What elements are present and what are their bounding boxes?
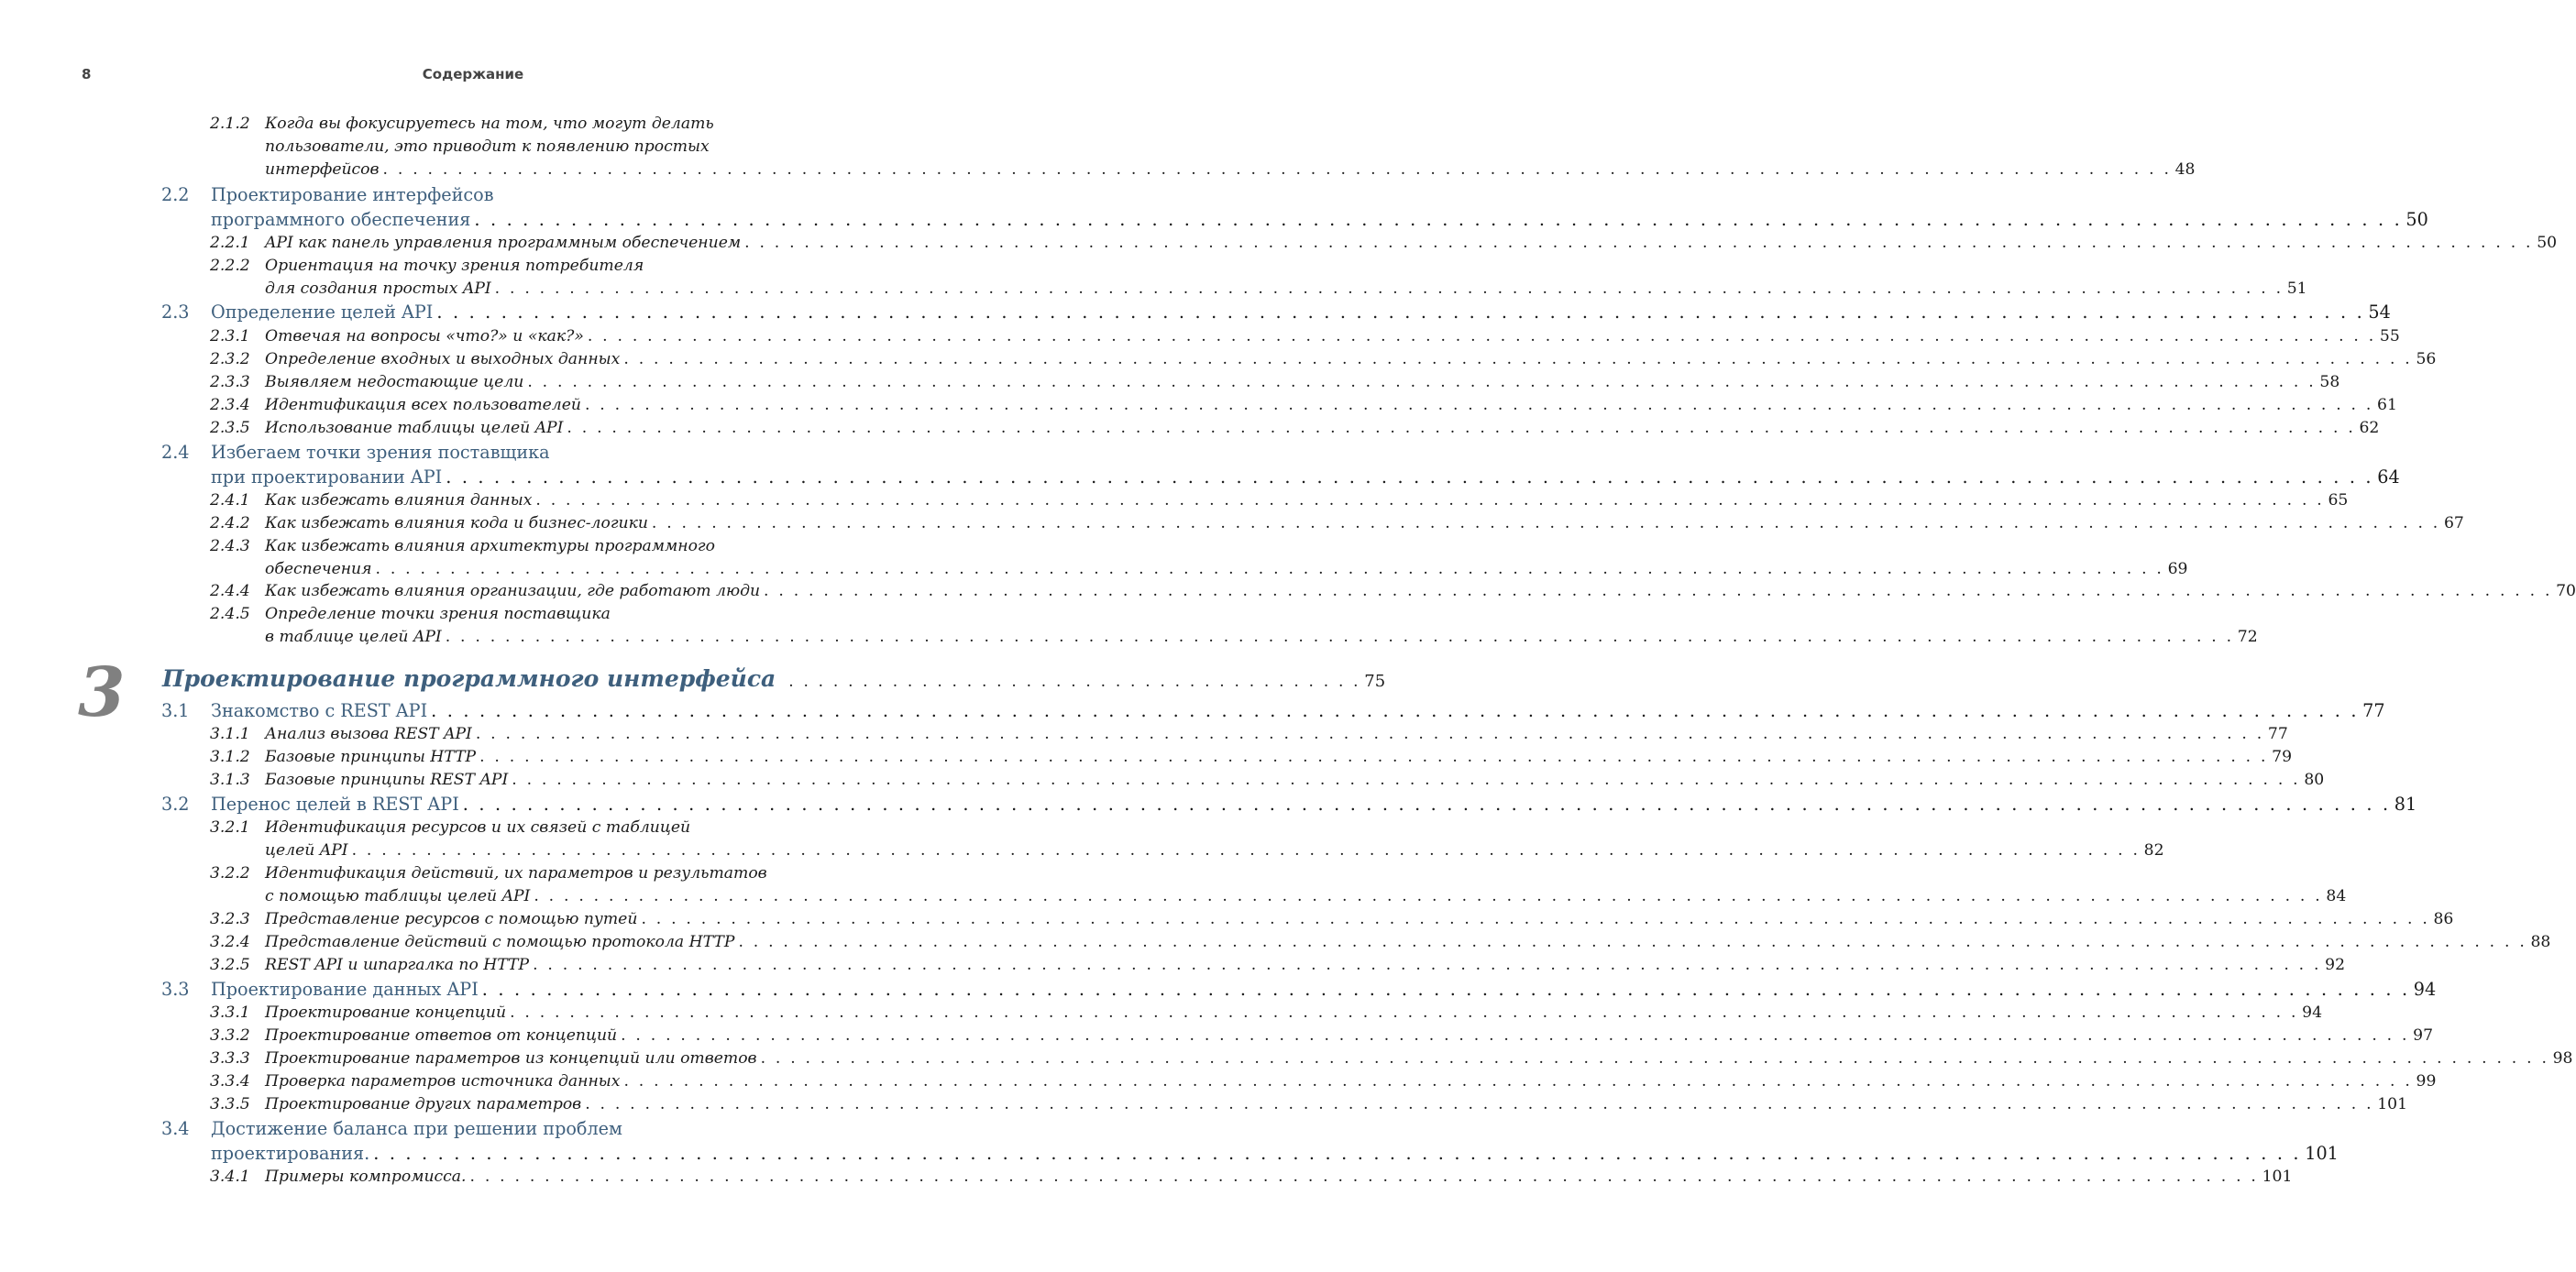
entry-leader-line	[265, 771, 2325, 789]
entry-title-line: Избегаем точки зрения поставщика	[211, 442, 550, 463]
entry-title-line: Идентификация ресурсов и их связей с таблицей	[265, 818, 691, 837]
entry-page: 54	[2368, 302, 2391, 323]
entry-page: 80	[2304, 771, 2325, 789]
entry-leader-line	[211, 700, 2385, 721]
toc-subsection[interactable]	[0, 748, 2293, 771]
dot-leader: . . . . . . . . . . . . . . . . . . . . . . . . . . . . . . . . . . . . . . . . . . . . . . . . . . . . . . . . . . . . . . . . . . . . . . . . . . . . . . . . . . . . . . . . . . . . . . . . . . . . . . . . . . . . . . . . . . . . . . . .	[584, 396, 2374, 414]
entry-title: Выявляем недостающие цели	[265, 373, 524, 391]
entry-number: 3.2.3	[210, 910, 250, 928]
entry-page: 65	[2328, 491, 2349, 510]
entry-page: 67	[2443, 514, 2464, 532]
entry-number: 3.3.4	[210, 1072, 250, 1091]
entry-title: Как избежать влияния организации, где работают люди	[265, 582, 761, 600]
entry-leader-line	[211, 209, 2428, 230]
entry-title: Представление ресурсов с помощью путей	[265, 910, 638, 928]
entry-title: проектирования.	[211, 1143, 370, 1164]
toc-subsection[interactable]	[0, 864, 2347, 910]
dot-leader: . . . . . . . . . . . . . . . . . . . . . . . . . . . . . . . . . . . . . . . . . . . . . . . . . . . . . . . . . . . . . . . . . . . . . . . . . . . . . . . . . . . . . . . . . . . . . . . . . . . . . . . . . . . . . . . . . . . . . . . .	[475, 725, 2264, 743]
toc-subsection[interactable]	[0, 1003, 2323, 1026]
entry-page: 92	[2325, 956, 2346, 974]
entry-page: 101	[2262, 1168, 2293, 1186]
dot-leader: . . . . . . . . . . . . . . . . . . . . . . . . . . . . . . . . . . . . . . . . . . . . . . . . . . . . . . . . . . . . . . . . . . . . . . . . . . . . . . . . . . . . . . . . . . . . . . . . . . . . . . . . . . . . . . . . . . . . . . . .	[621, 1026, 2410, 1045]
entry-page: 72	[2237, 628, 2258, 646]
entry-number: 2.3.5	[210, 419, 250, 437]
entry-title: интерфейсов	[265, 160, 380, 179]
dot-leader: . . . . . . . . . . . . . . . . . . . . . . . . . . . . . . . . . . . . . . . . . . . . . . . . . . . . . . . . . . . . . . . . . . . . . . . . . . . . . . . . . . . . . . . . . . . . . . . . . . . . . . . . . . . . . . . . . . . . . . . .	[535, 491, 2325, 510]
entry-page: 70	[2556, 582, 2576, 600]
entry-leader-line	[265, 1049, 2573, 1068]
entry-number: 3.4.1	[210, 1168, 250, 1186]
entry-title: Как избежать влияния кода и бизнес-логики	[265, 514, 648, 532]
entry-title: Анализ вызова REST API	[265, 725, 472, 743]
entry-leader-line	[265, 280, 2307, 298]
entry-page: 77	[2267, 725, 2288, 743]
entry-number: 3.1.1	[210, 725, 250, 743]
entry-title-line: Когда вы фокусируетесь на том, что могут делать	[265, 115, 714, 133]
dot-leader: . . . . . . . . . . . . . . . . . . . . . . . . . . . . . . . . . . . . . . . . . . . . . . . . . . . . . . . . . . . . . . . . . . . . . . . . . . . . . . . . . . . . . . . . . . . . . . . . . . . . . . . . . . . . . . . . . . . . . . . .	[623, 1072, 2413, 1091]
toc-subsection[interactable]	[0, 491, 2349, 514]
entry-leader-line	[265, 628, 2258, 646]
chapter-heading[interactable]	[162, 665, 1386, 692]
entry-number: 2.2.1	[210, 234, 250, 252]
entry-number: 2.4.4	[210, 582, 250, 600]
entry-leader-line	[265, 1026, 2434, 1045]
toc-subsection[interactable]	[0, 1095, 2408, 1118]
entry-leader-line	[265, 748, 2293, 766]
dot-leader: . . . . . . . . . . . . . . . . . . . . . . . . . . . . . . . . . . . . . . . . . . . . . . . . . . . . . . . . . . . . . . . . . . . . . . . . . . . . . . . . . . . . . . . . . . . . . . . . . . . . . . . . . . . . . . . . . . . . . . . .	[479, 748, 2269, 766]
dot-leader: . . . . . . . . . . . . . . . . . . . . . . . . . . . . . . . . . . . . . . . . . . . . . . . . . . . . . . . . . . . . . . . . . . . . . . . . . . . . . . . . . . . . . . . . . . . . . . . . . . . . . . . . . . . . . . . . . . . . . . . .	[641, 910, 2430, 928]
entry-leader-line	[265, 373, 2340, 391]
toc-section[interactable]	[0, 1118, 2339, 1168]
toc-subsection[interactable]	[0, 910, 2454, 933]
dot-leader: . . . . . . . . . . . . . . . . . . . . . . . . . . . . . . . . . . . . . . . . . . . . . . . . . . . . . . . . . . . . . . . . . . . . . . . . . . . . . . . . . . . . . . . . . . . . . . . . . . . . . . . . . . . . . . . . . . . . . . . .	[445, 628, 2234, 646]
toc-subsection[interactable]	[0, 373, 2340, 396]
dot-leader: . . . . . . . . . . . . . . . . . . . . . . . . . . . . . . . . . . . . . . . . . . . . . . . . . . . . . . . . . . . . . . . . . . . . . . . . . . . . . . . . . . . . . . . . . . . . . . . . . . . . . . . . . . . . . . . . . . . . . . . .	[382, 160, 2172, 179]
entry-title: Идентификация всех пользователей	[265, 396, 581, 414]
entry-number: 2.4.5	[210, 605, 250, 623]
toc-subsection[interactable]	[0, 582, 2576, 605]
dot-leader: . . . . . . . . . . . . . . . . . . . . . . . . . . . . . . . . . . . . . . . . . . . . . . . . . . . . . . . . . . . . . . . . . . . . . . . . . . . . . . . . . . . . . . . . . . . . . . . . . . . . . . . . . . . . . . . . . . . . . . . .	[738, 933, 2527, 951]
toc-subsection[interactable]	[0, 1049, 2573, 1072]
toc-subsection[interactable]	[0, 605, 2258, 651]
entry-number: 2.4.2	[210, 514, 250, 532]
entry-title-line: Проектирование интерфейсов	[211, 184, 494, 205]
entry-leader-line	[211, 979, 2437, 1000]
toc-subsection[interactable]	[0, 933, 2551, 956]
dot-leader: . . . . . . . . . . . . . . . . . . . . . . . . . . . . . . . . . . . . . . . . . . . . . . . . . . . . . . . . . . . . . . . . . . . . . . . . . . . . . . . . . . . . . . . . . . . . . . . . . . . . . . . . . . . . . . . . . . . . . . . .	[527, 373, 2317, 391]
entry-page: 86	[2433, 910, 2454, 928]
dot-leader: . . . . . . . . . . . . . . . . . . . . . . . . . . . . . . . . . . . . . . . . . . . . . . . . . . . . . . . . . . . . . . . . . . . . . . . . . . . . . . . . . . . . . . . . . . . . . . . . . . . . . . . . . . . . . . . . . . . . . . . .	[764, 582, 2553, 600]
entry-number: 2.2.2	[210, 257, 250, 275]
entry-page: 58	[2319, 373, 2340, 391]
entry-title: Представление действий с помощью протокола HTTP	[265, 933, 735, 951]
entry-number: 3.3	[161, 979, 190, 1000]
entry-title-line: пользователи, это приводит к появлению простых	[265, 137, 710, 156]
toc-subsection[interactable]	[0, 514, 2464, 537]
toc-subsection[interactable]	[0, 537, 2188, 583]
entry-page: 84	[2326, 887, 2347, 905]
entry-title-line: Идентификация действий, их параметров и результатов	[265, 864, 767, 883]
entry-leader-line	[265, 725, 2288, 743]
entry-title: Проектирование концепций	[265, 1003, 507, 1022]
entry-title: Знакомство с REST API	[211, 700, 428, 721]
entry-leader-line	[265, 841, 2164, 860]
entry-number: 3.3.5	[210, 1095, 250, 1113]
entry-number: 2.3.1	[210, 327, 250, 345]
entry-page: 64	[2377, 466, 2400, 488]
toc-subsection[interactable]	[0, 327, 2400, 350]
entry-title-line: Достижение баланса при решении проблем	[211, 1118, 622, 1139]
dot-leader: . . . . . . . . . . . . . . . . . . . . . . . . . . . . . . . . . . . . . . . . . . . . . . . . . . . . . . . . . . . . . . . . . . . . . . . . . . . . . . . . . . . . . . . . . . . . . . . . . . . . . . . . . . . . . . . . . . . . . . . .	[587, 327, 2376, 345]
entry-leader-line	[265, 933, 2551, 951]
entry-page: 98	[2552, 1049, 2573, 1068]
entry-title-line: Определение точки зрения поставщика	[265, 605, 611, 623]
page-number: 8	[82, 66, 92, 82]
entry-number: 3.2.4	[210, 933, 250, 951]
entry-title: Проектирование параметров из концепций или ответов	[265, 1049, 757, 1068]
dot-leader: . . . . . . . . . . . . . . . . . . . . . . . . . . . . . . . . . . . . . . . . . . . . . . . . . . . . . . . . . . . . . . . . . . . . . . . . . . . . . . . . . . . . . . . . . . . . . . . . . . . . . . . . . . . . . . . . . . . . . . . .	[533, 956, 2322, 974]
entry-title: для создания простых API	[265, 280, 491, 298]
entry-title: Определение целей API	[211, 302, 434, 323]
dot-leader: . . . . . . . . . . . . . . . . . . . . . . . . . . . . . . . . . . . . . . . . . . . . . . . . . . . . . . . . . . . . . . . . . . . . . . . . . . . . . . . . . . . . . . . . . . . . . . . . . . . . . . . . . . . . . . . . . . . . . . . .	[623, 350, 2413, 368]
entry-page: 94	[2302, 1003, 2323, 1022]
entry-number: 3.2	[161, 794, 190, 815]
entry-number: 2.3.2	[210, 350, 250, 368]
entry-leader-line	[211, 466, 2400, 488]
toc-subsection[interactable]	[0, 350, 2437, 373]
entry-leader-line	[265, 396, 2397, 414]
entry-number: 2.4.3	[210, 537, 250, 555]
entry-title-line: Как избежать влияния архитектуры программного	[265, 537, 715, 555]
dot-leader: . . . . . . . . . . . . . . . . . . . . . . . . . . . . . . . . . . . . . . . . . . . . . . . . . . . . . . . . . . . . . . . . . . . . . . . . . . . . . . . . . . . . . . . . . . . . . . . . . . . . . . . . . . . . . . . . . . . . . . . .	[351, 841, 2141, 860]
entry-number: 3.3.1	[210, 1003, 250, 1022]
entry-title: Перенос целей в REST API	[211, 794, 459, 815]
entry-leader-line	[265, 160, 2196, 179]
entry-page: 56	[2416, 350, 2437, 368]
entry-page: 82	[2143, 841, 2164, 860]
entry-number: 2.3.3	[210, 373, 250, 391]
dot-leader: . . . . . . . . . . . . . . . . . . . . . . . . . . . . . . . . . . . . . . . . . . . . . . . . . . . . . . . . . . . . . . . . . . . . . . . . . . . . . . . . . . . . . . . . . . . . . . . . . . . . . . . . . . . . . . . . . . . . . . . .	[474, 209, 2403, 230]
entry-number: 3.3.3	[210, 1049, 250, 1068]
entry-leader-line	[211, 794, 2417, 815]
entry-leader-line	[265, 887, 2347, 905]
dot-leader: . . . . . . . . . . . . . . . . . . . . . . . . . . . . . . . . . . . . . . . . . . . . . . . . . . . . . . . . . . . . . . . . . . . . . . . . . . . . . . . . . . . . . . . . . . . . . . . . . . . . . . . . . . . . . . . . . . . . . . . .	[744, 234, 2534, 252]
entry-page: 81	[2394, 794, 2417, 815]
entry-leader-line	[265, 350, 2437, 368]
entry-title: в таблице целей API	[265, 628, 442, 646]
entry-title: Как избежать влияния данных	[265, 491, 533, 510]
entry-page: 94	[2413, 979, 2437, 1000]
entry-number: 3.2.1	[210, 818, 250, 837]
toc-subsection[interactable]	[0, 115, 2196, 183]
entry-title: Отвечая на вопросы «что?» и «как?»	[265, 327, 584, 345]
entry-leader-line	[265, 956, 2346, 974]
entry-title: Определение входных и выходных данных	[265, 350, 621, 368]
chapter-page: 75	[1364, 672, 1386, 691]
entry-page: 61	[2377, 396, 2397, 414]
toc-subsection[interactable]	[0, 725, 2288, 748]
toc-section[interactable]	[0, 794, 2417, 818]
dot-leader: . . . . . . . . . . . . . . . . . . . . . . . . . . . . . . . . . . . . . . . . . . . . . . . . . . . . . . . . . . . . . . . . . . . . . . . . . . . . . . . . . . . . . . . . . . . . . . . . . . . . . . . . . . . . . . . . . . . . . . . .	[651, 514, 2440, 532]
toc-subsection[interactable]	[0, 818, 2164, 864]
entry-page: 50	[2405, 209, 2428, 230]
dot-leader: . . . . . . . . . . . . . . . . . . . . . . . . . . . . . . . . . . . . . . .	[788, 673, 1361, 691]
entry-page: 88	[2530, 933, 2551, 951]
entry-leader-line	[265, 234, 2558, 252]
entry-number: 3.4	[161, 1118, 190, 1139]
entry-title-line: Ориентация на точку зрения потребителя	[265, 257, 644, 275]
chapter-number: 3	[78, 653, 126, 732]
dot-leader: . . . . . . . . . . . . . . . . . . . . . . . . . . . . . . . . . . . . . . . . . . . . . . . . . . . . . . . . . . . . . . . . . . . . . . . . . . . . . . . . . . . . . . . . . . . . . . . . . . . . . . . . . . . . . . . . . . . . . . . .	[375, 560, 2164, 578]
dot-leader: . . . . . . . . . . . . . . . . . . . . . . . . . . . . . . . . . . . . . . . . . . . . . . . . . . . . . . . . . . . . . . . . . . . . . . . . . . . . . . . . . . . . . . . . . . . . . . . . . . . . . . . . . . . . . . . . . . . . . . . .	[512, 771, 2301, 789]
dot-leader: . . . . . . . . . . . . . . . . . . . . . . . . . . . . . . . . . . . . . . . . . . . . . . . . . . . . . . . . . . . . . . . . . . . . . . . . . . . . . . . . . . . . . . . . . . . . . . . . . . . . . . . . . . . . . . . . . . . . . . . .	[462, 794, 2391, 815]
entry-page: 97	[2413, 1026, 2434, 1045]
toc-subsection[interactable]	[0, 396, 2397, 419]
toc-subsection[interactable]	[0, 419, 2380, 442]
entry-title: Проверка параметров источника данных	[265, 1072, 621, 1091]
dot-leader: . . . . . . . . . . . . . . . . . . . . . . . . . . . . . . . . . . . . . . . . . . . . . . . . . . . . . . . . . . . . . . . . . . . . . . . . . . . . . . . . . . . . . . . . . . . . . . . . . . . . . . . . . . . . . . . . . . . . . . . .	[510, 1003, 2299, 1022]
dot-leader: . . . . . . . . . . . . . . . . . . . . . . . . . . . . . . . . . . . . . . . . . . . . . . . . . . . . . . . . . . . . . . . . . . . . . . . . . . . . . . . . . . . . . . . . . . . . . . . . . . . . . . . . . . . . . . . . . . . . . . . .	[760, 1049, 2549, 1068]
entry-number: 2.1.2	[210, 115, 250, 133]
entry-page: 62	[2359, 419, 2380, 437]
dot-leader: . . . . . . . . . . . . . . . . . . . . . . . . . . . . . . . . . . . . . . . . . . . . . . . . . . . . . . . . . . . . . . . . . . . . . . . . . . . . . . . . . . . . . . . . . . . . . . . . . . . . . . . . . . . . . . . . . . . . . . . .	[534, 887, 2323, 905]
entry-leader-line	[265, 1168, 2293, 1186]
entry-leader-line	[211, 302, 2391, 323]
dot-leader: . . . . . . . . . . . . . . . . . . . . . . . . . . . . . . . . . . . . . . . . . . . . . . . . . . . . . . . . . . . . . . . . . . . . . . . . . . . . . . . . . . . . . . . . . . . . . . . . . . . . . . . . . . . . . . . . . . . . . . . .	[494, 280, 2284, 298]
entry-leader-line	[265, 1072, 2437, 1091]
entry-leader-line	[265, 1095, 2408, 1113]
page-header	[0, 66, 894, 84]
entry-leader-line	[265, 910, 2454, 928]
toc-section[interactable]	[0, 979, 2437, 1003]
entry-title: Использование таблицы целей API	[265, 419, 564, 437]
dot-leader: . . . . . . . . . . . . . . . . . . . . . . . . . . . . . . . . . . . . . . . . . . . . . . . . . . . . . . . . . . . . . . . . . . . . . . . . . . . . . . . . . . . . . . . . . . . . . . . . . . . . . . . . . . . . . . . . . . . . . . . .	[436, 302, 2365, 323]
entry-page: 55	[2379, 327, 2400, 345]
entry-title: Базовые принципы HTTP	[265, 748, 477, 766]
entry-page: 50	[2537, 234, 2558, 252]
entry-number: 2.4	[161, 442, 190, 463]
entry-number: 2.4.1	[210, 491, 250, 510]
toc-subsection[interactable]	[0, 1072, 2437, 1095]
dot-leader: . . . . . . . . . . . . . . . . . . . . . . . . . . . . . . . . . . . . . . . . . . . . . . . . . . . . . . . . . . . . . . . . . . . . . . . . . . . . . . . . . . . . . . . . . . . . . . . . . . . . . . . . . . . . . . . . . . . . . . . .	[469, 1168, 2259, 1186]
entry-number: 3.1.2	[210, 748, 250, 766]
entry-title: Проектирование ответов от концепций	[265, 1026, 618, 1045]
entry-title: при проектировании API	[211, 466, 443, 488]
chapter-title: Проектирование программного интерфейса	[162, 665, 776, 692]
entry-number: 3.2.2	[210, 864, 250, 883]
toc-subsection[interactable]	[0, 956, 2346, 979]
entry-page: 101	[2377, 1095, 2408, 1113]
running-title: Содержание	[422, 66, 524, 82]
toc-section[interactable]	[0, 184, 2428, 234]
entry-title: Проектирование данных API	[211, 979, 479, 1000]
toc-subsection[interactable]	[0, 771, 2325, 794]
entry-title: с помощью таблицы целей API	[265, 887, 531, 905]
entry-leader-line	[265, 514, 2464, 532]
toc-section[interactable]	[0, 700, 2385, 725]
dot-leader: . . . . . . . . . . . . . . . . . . . . . . . . . . . . . . . . . . . . . . . . . . . . . . . . . . . . . . . . . . . . . . . . . . . . . . . . . . . . . . . . . . . . . . . . . . . . . . . . . . . . . . . . . . . . . . . . . . . . . . . .	[481, 979, 2410, 1000]
entry-number: 2.2	[161, 184, 190, 205]
entry-page: 79	[2272, 748, 2293, 766]
entry-title: API как панель управления программным обеспечением	[265, 234, 742, 252]
entry-leader-line	[265, 419, 2380, 437]
entry-title: Примеры компромисса.	[265, 1168, 467, 1186]
entry-number: 2.3	[161, 302, 190, 323]
toc-section[interactable]	[0, 302, 2391, 326]
entry-title: целей API	[265, 841, 348, 860]
entry-number: 3.2.5	[210, 956, 250, 974]
toc-subsection[interactable]	[0, 234, 2558, 257]
entry-page: 101	[2305, 1143, 2339, 1164]
entry-title: обеспечения	[265, 560, 372, 578]
entry-leader-line	[265, 582, 2576, 600]
entry-title: Базовые принципы REST API	[265, 771, 509, 789]
toc-subsection[interactable]	[0, 1168, 2293, 1190]
entry-number: 3.1	[161, 700, 190, 721]
entry-title: Проектирование других параметров	[265, 1095, 582, 1113]
entry-leader-line	[265, 1003, 2323, 1022]
entry-page: 48	[2174, 160, 2196, 179]
entry-leader-line	[211, 1143, 2339, 1164]
dot-leader: . . . . . . . . . . . . . . . . . . . . . . . . . . . . . . . . . . . . . . . . . . . . . . . . . . . . . . . . . . . . . . . . . . . . . . . . . . . . . . . . . . . . . . . . . . . . . . . . . . . . . . . . . . . . . . . . . . . . . . . .	[431, 700, 2360, 721]
entry-page: 51	[2286, 280, 2307, 298]
dot-leader: . . . . . . . . . . . . . . . . . . . . . . . . . . . . . . . . . . . . . . . . . . . . . . . . . . . . . . . . . . . . . . . . . . . . . . . . . . . . . . . . . . . . . . . . . . . . . . . . . . . . . . . . . . . . . . . . . . . . . . . .	[567, 419, 2356, 437]
entry-leader-line	[265, 327, 2400, 345]
entry-number: 2.3.4	[210, 396, 250, 414]
entry-number: 3.3.2	[210, 1026, 250, 1045]
entry-leader-line	[265, 560, 2188, 578]
entry-page: 99	[2416, 1072, 2437, 1091]
entry-leader-line	[265, 491, 2349, 510]
dot-leader: . . . . . . . . . . . . . . . . . . . . . . . . . . . . . . . . . . . . . . . . . . . . . . . . . . . . . . . . . . . . . . . . . . . . . . . . . . . . . . . . . . . . . . . . . . . . . . . . . . . . . . . . . . . . . . . . . . . . . . . .	[585, 1095, 2374, 1113]
dot-leader: . . . . . . . . . . . . . . . . . . . . . . . . . . . . . . . . . . . . . . . . . . . . . . . . . . . . . . . . . . . . . . . . . . . . . . . . . . . . . . . . . . . . . . . . . . . . . . . . . . . . . . . . . . . . . . . . . . . . . . . .	[446, 466, 2374, 488]
toc-subsection[interactable]	[0, 257, 2307, 302]
toc-subsection[interactable]	[0, 1026, 2434, 1049]
entry-page: 77	[2362, 700, 2385, 721]
dot-leader: . . . . . . . . . . . . . . . . . . . . . . . . . . . . . . . . . . . . . . . . . . . . . . . . . . . . . . . . . . . . . . . . . . . . . . . . . . . . . . . . . . . . . . . . . . . . . . . . . . . . . . . . . . . . . . . . . . . . . . . .	[373, 1143, 2302, 1164]
entry-title: программного обеспечения	[211, 209, 471, 230]
entry-page: 69	[2167, 560, 2188, 578]
entry-number: 3.1.3	[210, 771, 250, 789]
entry-title: REST API и шпаргалка по HTTP	[265, 956, 530, 974]
toc-section[interactable]	[0, 442, 2400, 491]
